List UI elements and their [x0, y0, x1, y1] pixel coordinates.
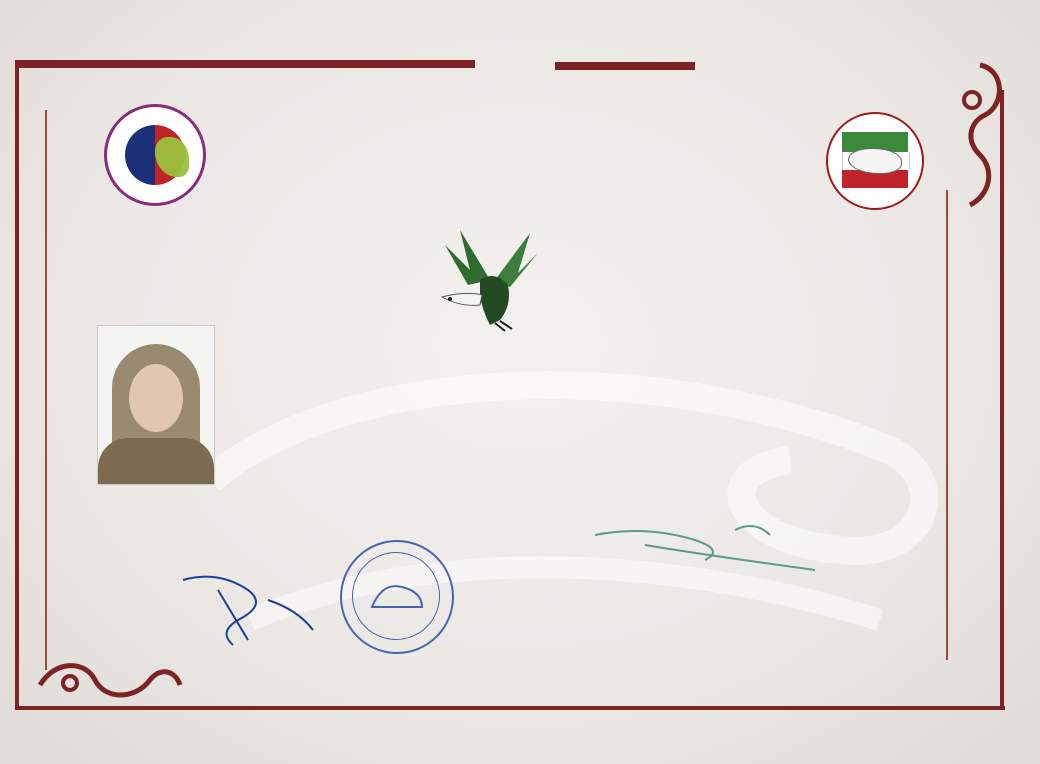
- founder-signature: [585, 515, 835, 575]
- scroll-flourish-bottom-left: [35, 655, 185, 705]
- scroll-flourish-top-right: [950, 60, 1010, 210]
- frame-top-bar-left: [15, 60, 475, 68]
- federation-stamp: [340, 540, 454, 654]
- eagle-emblem-icon: [440, 225, 540, 335]
- photo-shoulders: [98, 438, 214, 484]
- president-signature: [178, 560, 318, 650]
- wushu-federation-seal: [826, 112, 924, 210]
- frame-bottom-border: [15, 706, 1005, 710]
- frame-left-border: [15, 60, 19, 710]
- holder-photo: [97, 325, 215, 485]
- frame-inner-left: [45, 110, 47, 670]
- photo-face: [129, 364, 183, 432]
- taijiquan-seal: [104, 104, 206, 206]
- stamp-fist-icon: [367, 577, 427, 617]
- frame-top-bar-right: [555, 62, 695, 70]
